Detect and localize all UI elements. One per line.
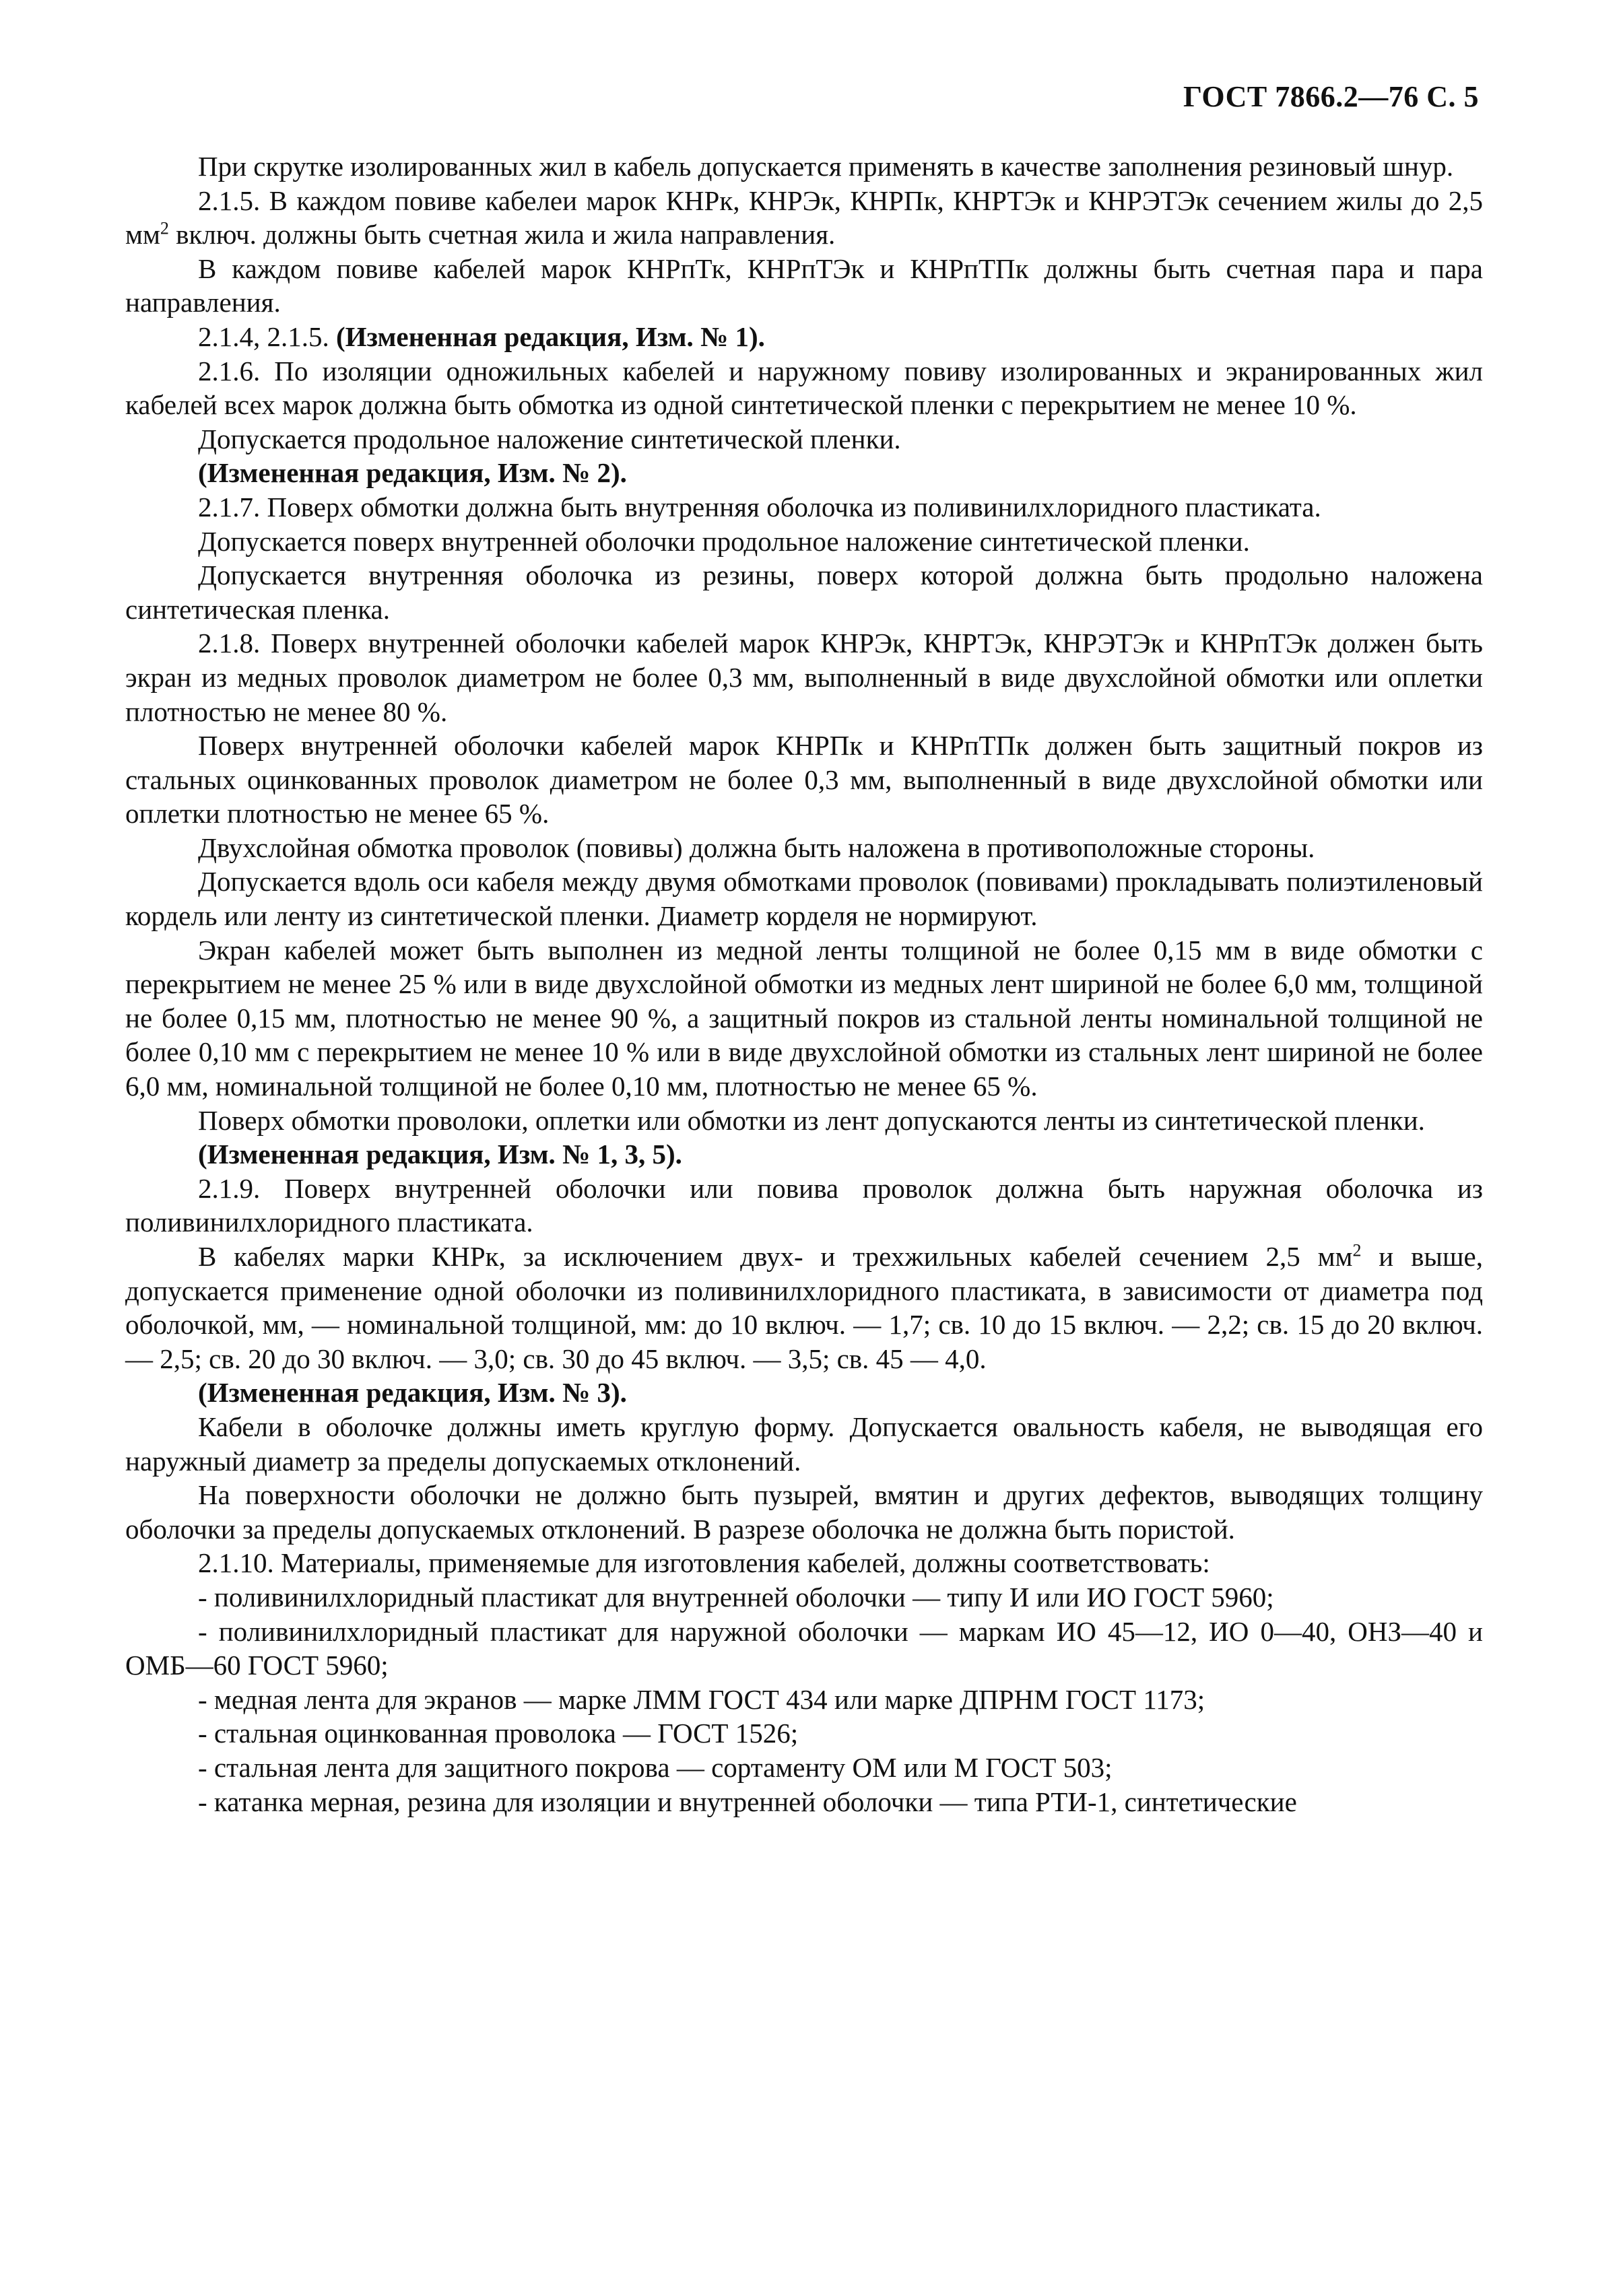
amendment-note: (Измененная редакция, Изм. № 3). bbox=[198, 1377, 627, 1409]
list-item: - стальная оцинкованная проволока — ГОСТ 1526; bbox=[198, 1718, 799, 1749]
note-ref: 2.1.4, 2.1.5. bbox=[198, 320, 336, 352]
paragraph-2-1-9: 2.1.9. Поверх внутренней оболочки или повива проволок должна быть наружная оболочка из поливинилхлоридного пластиката. bbox=[125, 1172, 1483, 1238]
list-item: - катанка мерная, резина для изоляции и внутренней оболочки — типа РТИ-1, синтетические bbox=[198, 1786, 1297, 1817]
paragraph-text: В кабелях марки КНРк, за исключением двух- и трехжильных кабелей сечением 2,5 мм bbox=[198, 1241, 1353, 1272]
paragraph bbox=[125, 1240, 1483, 1376]
paragraph-text: и выше, допускается применение одной оболочки из поливинилхлоридного пластиката, в зависимости от диаметра под оболочкой, мм, — номинальной толщиной, мм: до 10 включ. — 1,7; св. 10 до 15 включ. — 2,2; св. 15 до 20 включ. — 2,5; св. 20 до 30 включ. — 3,0; св. 30 до 45 включ. — 3,5; св. 45 — 4,0. bbox=[125, 1241, 1483, 1374]
superscript: 2 bbox=[1352, 1240, 1362, 1260]
paragraph: Поверх обмотки проволоки, оплетки или обмотки из лент допускаются ленты из синтетической пленки. bbox=[198, 1104, 1425, 1136]
paragraph: Двухслойная обмотка проволок (повивы) должна быть наложена в противоположные стороны. bbox=[198, 832, 1315, 863]
paragraph: Допускается внутренняя оболочка из резины, поверх которой должна быть продольно наложена синтетическая пленка. bbox=[125, 560, 1483, 625]
paragraph: При скрутке изолированных жил в кабель допускается применять в качестве заполнения резиновый шнур. bbox=[198, 151, 1454, 182]
paragraph-2-1-7: 2.1.7. Поверх обмотки должна быть внутренняя оболочка из поливинилхлоридного пластиката. bbox=[198, 491, 1321, 522]
paragraph-2-1-5 bbox=[125, 184, 1483, 252]
paragraph: Поверх внутренней оболочки кабелей марок КНРПк и КНРпТПк должен быть защитный покров из стальных оцинкованных проволок диаметром не более 0,3 мм, выполненный в виде двухслойной обмотки или оплетки плотностью не менее 65 %. bbox=[125, 730, 1483, 830]
paragraph: Допускается продольное наложение синтетической пленки. bbox=[198, 423, 901, 454]
paragraph-2-1-8: 2.1.8. Поверх внутренней оболочки кабелей марок КНРЭк, КНРТЭк, КНРЭТЭк и КНРпТЭк должен быть экран из медных проволок диаметром не более 0,3 мм, выполненный в виде двухслойной обмотки или оплетки плотностью не менее 80 %. bbox=[125, 628, 1483, 727]
note-text: (Измененная редакция, Изм. № 1). bbox=[336, 320, 765, 352]
paragraph-2-1-6: 2.1.6. По изоляции одножильных кабелей и наружному повиву изолированных и экранированных жил кабелей всех марок должна быть обмотка из одной синтетической пленки с перекрытием не менее 10 %. bbox=[125, 355, 1483, 421]
list-item: - поливинилхлоридный пластикат для внутренней оболочки — типу И или ИО ГОСТ 5960; bbox=[198, 1581, 1274, 1613]
paragraph: Допускается поверх внутренней оболочки продольное наложение синтетической пленки. bbox=[198, 525, 1250, 557]
amendment-note: (Измененная редакция, Изм. № 2). bbox=[198, 457, 627, 489]
amendment-note: (Измененная редакция, Изм. № 1, 3, 5). bbox=[198, 1139, 682, 1170]
paragraph: В каждом повиве кабелей марок КНРпТк, КНРпТЭк и КНРпТПк должны быть счетная пара и пара направления. bbox=[125, 252, 1483, 318]
paragraph: Кабели в оболочке должны иметь круглую форму. Допускается овальность кабеля, не выводящая его наружный диаметр за пределы допускаемых отклонений. bbox=[125, 1411, 1483, 1477]
paragraph: На поверхности оболочки не должно быть пузырей, вмятин и других дефектов, выводящих толщину оболочки за пределы допускаемых отклонений. В разрезе оболочка не должна быть пористой. bbox=[125, 1479, 1483, 1545]
paragraph: Экран кабелей может быть выполнен из медной ленты толщиной не более 0,15 мм в виде обмотки с перекрытием не менее 25 % или в виде двухслойной обмотки из медных лент шириной не более 6,0 мм, толщиной не более 0,15 мм, плотностью не менее 90 %, а защитный покров из стальной ленты номинальной толщиной не более 0,10 мм с перекрытием не менее 10 % или в виде двухслойной обмотки из стальных лент шириной не более 6,0 мм, номинальной толщиной не более 0,10 мм, плотностью не менее 65 %. bbox=[125, 934, 1483, 1102]
paragraph-2-1-10: 2.1.10. Материалы, применяемые для изготовления кабелей, должны соответствовать: bbox=[198, 1547, 1210, 1579]
document-body bbox=[125, 149, 1483, 1819]
list-item: - медная лента для экранов — марке ЛММ ГОСТ 434 или марке ДПРНМ ГОСТ 1173; bbox=[198, 1683, 1205, 1715]
paragraph: Допускается вдоль оси кабеля между двумя обмотками проволок (повивами) прокладывать полиэтиленовый кордель или ленту из синтетической пленки. Диаметр корделя не нормируют. bbox=[125, 866, 1483, 932]
amendment-note bbox=[125, 320, 1483, 354]
list-item: - поливинилхлоридный пластикат для наружной оболочки — маркам ИО 45—12, ИО 0—40, ОНЗ—40 и ОМБ—60 ГОСТ 5960; bbox=[125, 1615, 1483, 1681]
paragraph-text: включ. должны быть счетная жила и жила направления. bbox=[168, 219, 836, 250]
page-header: ГОСТ 7866.2—76 С. 5 bbox=[1183, 80, 1479, 113]
paragraph-text: 2.1.5. В каждом повиве кабелеи марок КНРк, КНРЭк, КНРПк, КНРТЭк и КНРЭТЭк сечением жилы до 2,5 мм bbox=[125, 184, 1483, 250]
list-item: - стальная лента для защитного покрова — сортаменту ОМ или М ГОСТ 503; bbox=[198, 1751, 1113, 1783]
superscript: 2 bbox=[160, 218, 169, 238]
